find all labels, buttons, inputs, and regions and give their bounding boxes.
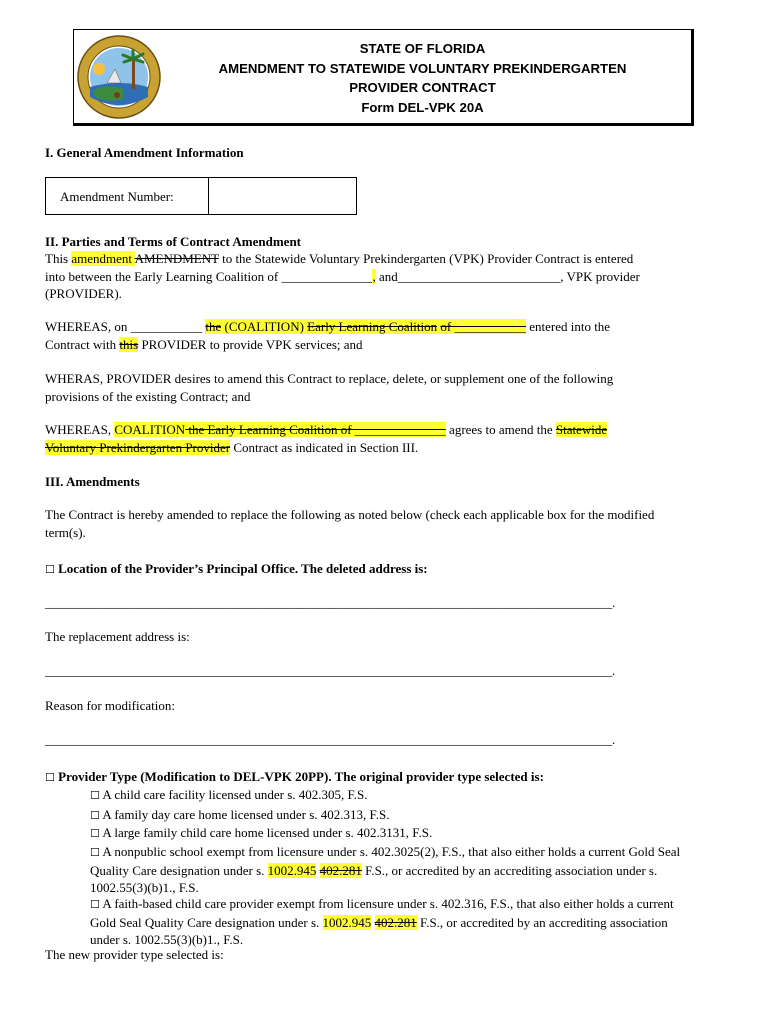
highlight-run: (COALITION) bbox=[221, 319, 308, 334]
strike-run: the Early Learning Coalition of ______________ bbox=[185, 422, 446, 437]
text-run: A child care facility licensed under s. 402.305, F.S. bbox=[99, 787, 368, 802]
text-run: A nonpublic school exempt from licensure under s. 402.3025(2), F.S., that also either holds a current Gold Seal bbox=[99, 844, 681, 859]
text-run: Quality Care designation under s. bbox=[90, 862, 268, 878]
option-nonpublic-school bbox=[90, 843, 740, 897]
highlight-run: amendment bbox=[71, 251, 135, 266]
header-form-number: Form DEL-VPK 20A bbox=[361, 99, 484, 115]
paragraph-whereas-1 bbox=[45, 318, 735, 353]
checkbox-location[interactable]: ☐ bbox=[45, 563, 55, 576]
strike-run: Early Learning Coalition bbox=[307, 319, 438, 334]
strike-run: AMENDMENT bbox=[134, 251, 219, 266]
text-run: WHERAS, PROVIDER desires to amend this Contract to replace, delete, or supplement one of the following bbox=[45, 371, 614, 386]
checkbox-opt4[interactable]: ☐ bbox=[90, 846, 100, 859]
text-run: A faith-based child care provider exempt from licensure under s. 402.316, F.S., that also either holds a current bbox=[99, 896, 674, 911]
reason-line[interactable]: __________________________________________________________________________________________. bbox=[45, 732, 616, 747]
strike-run: 402.281 bbox=[319, 862, 362, 878]
section-1-heading: I. General Amendment Information bbox=[45, 145, 244, 160]
checkbox-opt1[interactable]: ☐ bbox=[90, 789, 100, 802]
strike-run: Statewide bbox=[555, 422, 608, 437]
highlight-run: 1002.945 bbox=[267, 862, 317, 878]
text-run: to the Statewide Voluntary Prekindergarten (VPK) Provider Contract is entered bbox=[218, 251, 634, 266]
text-run: Contract as indicated in Section III. bbox=[230, 439, 419, 455]
amendment-number-table bbox=[45, 177, 357, 215]
header-line-state: STATE OF FLORIDA bbox=[359, 41, 486, 56]
section-2-heading: II. Parties and Terms of Contract Amendment bbox=[45, 234, 302, 249]
header-line-subtitle: PROVIDER CONTRACT bbox=[349, 80, 496, 95]
text-run: term(s). bbox=[45, 524, 86, 540]
provider-type-heading bbox=[45, 768, 735, 787]
strike-run: of ___________ bbox=[440, 319, 526, 334]
strike-run: this bbox=[119, 336, 139, 352]
text-run: entered into the bbox=[525, 319, 611, 334]
checkbox-opt5[interactable]: ☐ bbox=[90, 898, 100, 911]
text-run: The Contract is hereby amended to replace the following as noted below (check each applicable box for the modified bbox=[45, 507, 655, 522]
table-divider bbox=[208, 178, 209, 214]
text-run: Provider Type (Modification to DEL-VPK 20PP). The original provider type selected is: bbox=[54, 769, 544, 784]
checkbox-provider-type[interactable]: ☐ bbox=[45, 771, 55, 784]
highlight-run: , bbox=[372, 268, 376, 284]
header-line-title: AMENDMENT TO STATEWIDE VOLUNTARY PREKINDERGARTEN bbox=[218, 60, 627, 76]
text-run: F.S., or accredited by an accrediting association under s. bbox=[361, 862, 658, 878]
option-family-day-care bbox=[90, 806, 740, 825]
amendment-number-label: Amendment Number: bbox=[60, 189, 174, 204]
new-provider-type-label: The new provider type selected is: bbox=[45, 947, 224, 962]
text-run: WHEREAS, on ___________ bbox=[45, 319, 206, 334]
text-run: A family day care home licensed under s. 402.313, F.S. bbox=[99, 807, 390, 822]
text-run: (PROVIDER). bbox=[45, 286, 122, 301]
text-run: A large family child care home licensed under s. 402.3131, F.S. bbox=[99, 825, 433, 840]
reason-label: Reason for modification: bbox=[45, 698, 175, 713]
highlight-run: COALITION bbox=[114, 422, 186, 437]
text-run: agrees to amend the bbox=[445, 422, 556, 437]
checkbox-opt3[interactable]: ☐ bbox=[90, 827, 100, 840]
strike-run: Voluntary Prekindergarten Provider bbox=[45, 439, 231, 455]
text-run: provisions of the existing Contract; and bbox=[45, 388, 251, 404]
florida-seal-icon bbox=[77, 35, 161, 119]
text-run: Gold Seal Quality Care designation under s. bbox=[90, 914, 323, 930]
checkbox-opt2[interactable]: ☐ bbox=[90, 809, 100, 822]
text-run: WHEREAS, bbox=[45, 422, 115, 437]
text-run: 1002.55(3)(b)1., F.S. bbox=[90, 880, 199, 895]
option-faith-based bbox=[90, 895, 740, 949]
strike-run: the bbox=[205, 319, 222, 334]
text-run: This bbox=[45, 251, 72, 266]
text-run: F.S., or accredited by an accrediting association bbox=[416, 914, 668, 930]
form-header bbox=[73, 29, 694, 126]
option-child-care-facility bbox=[90, 786, 740, 805]
replacement-address-label: The replacement address is: bbox=[45, 629, 190, 644]
strike-run: 402.281 bbox=[374, 914, 417, 930]
text-run: into between the Early Learning Coalition of ______________ bbox=[45, 268, 373, 284]
text-run: Contract with bbox=[45, 336, 120, 352]
deleted-address-line[interactable]: __________________________________________________________________________________________. bbox=[45, 595, 616, 610]
text-run: Location of the Provider’s Principal Office. The deleted address is: bbox=[54, 561, 428, 576]
paragraph-parties bbox=[45, 250, 735, 303]
replacement-address-line[interactable]: __________________________________________________________________________________________. bbox=[45, 663, 616, 678]
section-3-heading: III. Amendments bbox=[45, 474, 140, 489]
text-run: and_________________________, VPK provider bbox=[375, 268, 640, 284]
text-run: under s. 1002.55(3)(b)1., F.S. bbox=[90, 932, 244, 947]
paragraph-whereas-2 bbox=[45, 370, 735, 405]
text-run: PROVIDER to provide VPK services; and bbox=[138, 336, 363, 352]
paragraph-whereas-3 bbox=[45, 421, 735, 456]
location-heading bbox=[45, 560, 735, 579]
option-large-family-home bbox=[90, 824, 740, 843]
highlight-run: 1002.945 bbox=[322, 914, 372, 930]
amendments-intro bbox=[45, 506, 735, 541]
